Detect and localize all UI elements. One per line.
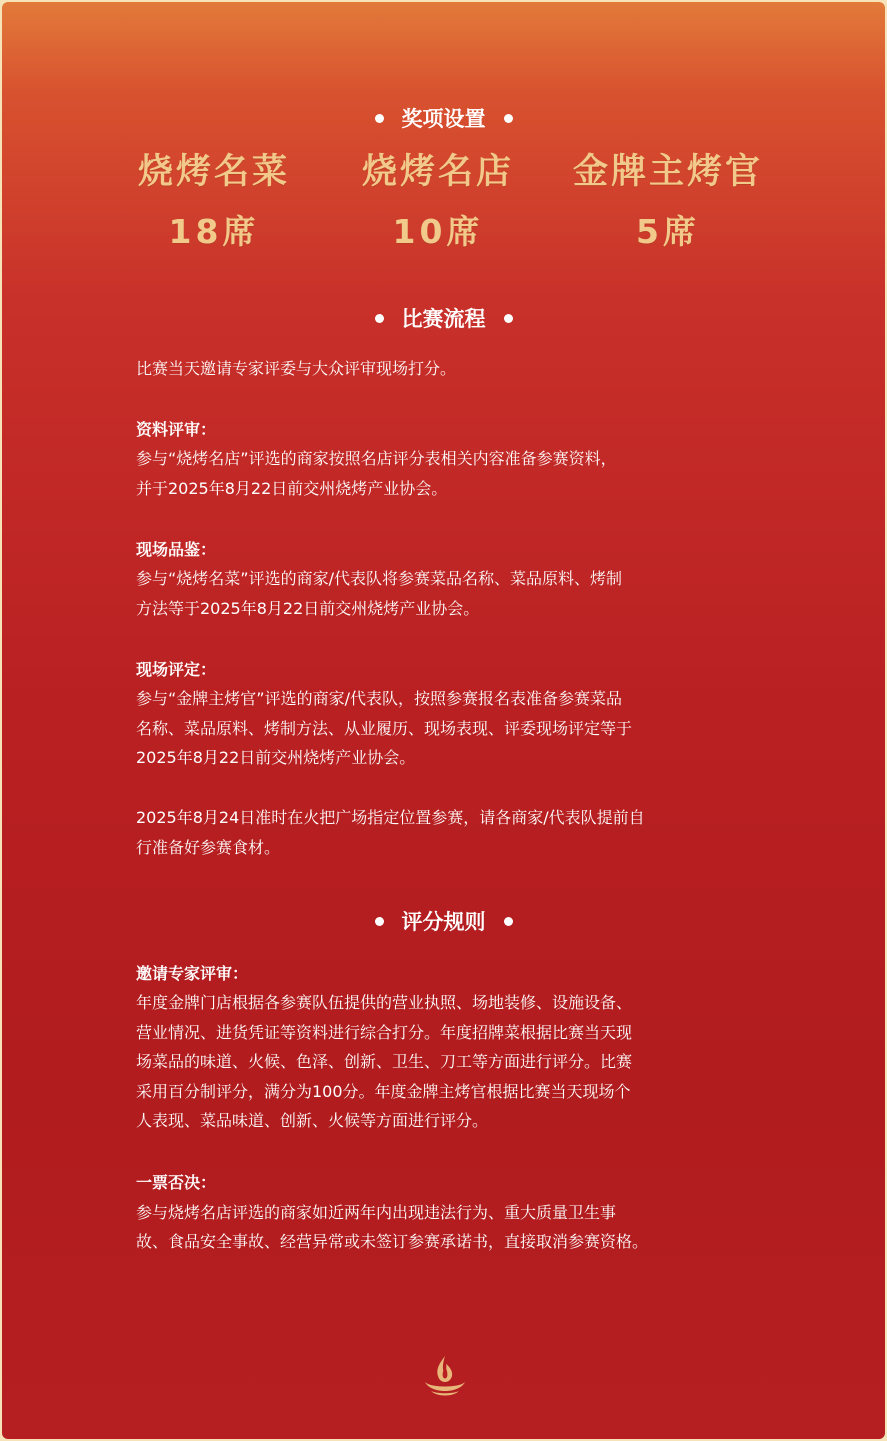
onsite-judging-line: 名称、菜品原料、烤制方法、从业履历、现场表现、评委现场评定等于: [136, 719, 633, 738]
award-item-bbq-dish: [104, 150, 324, 254]
veto-line: 故、食品安全事故、经营异常或未签订参赛承诺书，直接取消参赛资格。: [136, 1232, 649, 1251]
award-count: 18席: [168, 212, 260, 251]
expert-review-line: 年度金牌门店根据各参赛队伍提供的营业执照、场地装修、设施设备、: [136, 993, 633, 1012]
award-count: 5席: [636, 212, 700, 251]
bullet-dot-right: [504, 917, 513, 926]
awards-title-text: 奖项设置: [401, 107, 486, 131]
award-name: 烧烤名店: [361, 152, 514, 192]
onsite-tasting-line: 方法等于2025年8月22日前交州烧烤产业协会。: [136, 599, 480, 618]
expert-review-line: 营业情况、进货凭证等资料进行综合打分。年度招牌菜根据比赛当天现: [136, 1023, 633, 1042]
material-review-line: 并于2025年8月22日前交州烧烤产业协会。: [136, 479, 448, 498]
bullet-dot-right: [504, 314, 513, 323]
onsite-tasting-line: 参与“烧烤名菜”评选的商家/代表队将参赛菜品名称、菜品原料、烤制: [136, 569, 622, 588]
onsite-judging-line: 参与“金牌主烤官”评选的商家/代表队，按照参赛报名表准备参赛菜品: [136, 689, 622, 708]
flame-logo-icon: [419, 1352, 471, 1404]
expert-review-line: 人表现、菜品味道、创新、火候等方面进行评分。: [136, 1111, 489, 1130]
veto-line: 参与烧烤名店评选的商家如近两年内出现违法行为、重大质量卫生事: [136, 1203, 617, 1222]
onsite-judging-heading: 现场评定：: [136, 660, 217, 679]
award-count: 10席: [392, 212, 484, 251]
process-intro: 比赛当天邀请专家评委与大众评审现场打分。: [136, 359, 457, 378]
notice-line: 2025年8月24日准时在火把广场指定位置参赛，请各商家/代表队提前自: [136, 808, 645, 827]
onsite-judging-line: 2025年8月22日前交州烧烤产业协会。: [136, 748, 416, 767]
bullet-dot-right: [504, 114, 513, 123]
expert-review-line: 场菜品的味道、火候、色泽、创新、卫生、刀工等方面进行评分。比赛: [136, 1052, 633, 1071]
bullet-dot-left: [375, 917, 384, 926]
notice-line: 行准备好参赛食材。: [136, 838, 281, 857]
award-name: 烧烤名菜: [137, 152, 290, 192]
bullet-dot-left: [375, 314, 384, 323]
material-review-line: 参与“烧烤名店”评选的商家按照名店评分表相关内容准备参赛资料，: [136, 449, 617, 468]
veto-heading: 一票否决：: [136, 1173, 217, 1192]
award-name: 金牌主烤官: [572, 152, 763, 192]
expert-review-line: 采用百分制评分，满分为100分。年度金牌主烤官根据比赛当天现场个: [136, 1082, 631, 1101]
process-section-title: [2, 304, 885, 334]
process-title-text: 比赛流程: [401, 307, 486, 331]
onsite-tasting-heading: 现场品鉴：: [136, 540, 217, 559]
awards-list: [2, 150, 885, 260]
award-item-bbq-shop: [328, 150, 548, 254]
expert-review-heading: 邀请专家评审：: [136, 964, 249, 983]
scoring-title-text: 评分规则: [401, 910, 486, 934]
award-item-gold-chef: [558, 150, 778, 254]
bullet-dot-left: [375, 114, 384, 123]
event-poster: [2, 2, 885, 1439]
scoring-section-title: [2, 907, 885, 937]
awards-section-title: [2, 104, 885, 134]
material-review-heading: 资料评审：: [136, 420, 217, 439]
